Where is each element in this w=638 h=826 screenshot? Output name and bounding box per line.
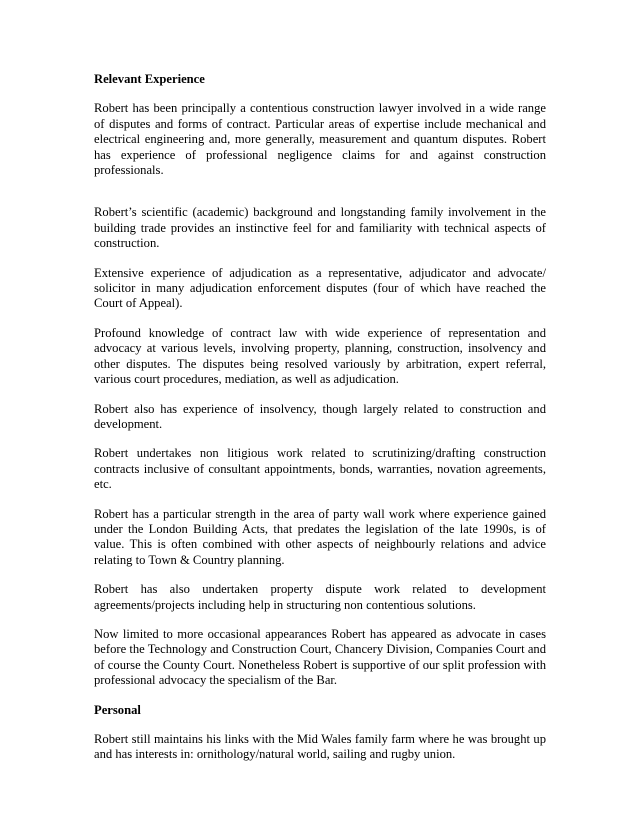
- paragraph-party-wall: Robert has a particular strength in the area of party wall work where experience gained under the London Building Acts, that predates the legislation of the late 1990s, is of value. This is often combined with other aspects of neighbourly relations and advice relating to Town & Country planning.: [94, 506, 546, 567]
- paragraph-non-litigious-work: Robert undertakes non litigious work related to scrutinizing/drafting construction contracts inclusive of consultant appointments, bonds, warranties, novation agreements, etc.: [94, 446, 546, 492]
- paragraph-insolvency: Robert also has experience of insolvency, though largely related to construction and development.: [94, 401, 546, 431]
- section-heading-relevant-experience: Relevant Experience: [94, 72, 205, 86]
- paragraph-adjudication: Extensive experience of adjudication as a representative, adjudicator and advocate/ solicitor in many adjudication enforcement disputes (four of which have reached the Court of Appeal).: [94, 265, 546, 311]
- paragraph-personal-interests: Robert still maintains his links with the Mid Wales family farm where he was brought up and has interests in: ornithology/natural world, sailing and rugby union.: [94, 732, 546, 762]
- paragraph-advocacy: Now limited to more occasional appearances Robert has appeared as advocate in cases before the Technology and Construction Court, Chancery Division, Companies Court and of course the County Court. Nonetheless Robert is supportive of our split profession with professional advocacy the specialism of the Bar.: [94, 626, 546, 688]
- section-heading-personal: Personal: [94, 702, 141, 717]
- document-page: [94, 72, 546, 777]
- paragraph-contentious-construction: Robert has been principally a contentious construction lawyer involved in a wide range of disputes and forms of contract. Particular areas of expertise include mechanical and electrical engineering and, more generally, measurement and quantum disputes. Robert has experience of professional negligence claims for and against construction professionals.: [94, 101, 546, 178]
- paragraph-contract-law: Profound knowledge of contract law with wide experience of representation and advocacy at various levels, involving property, planning, construction, insolvency and other disputes. The disputes being resolved variously by arbitration, expert referral, various court procedures, mediation, as well as adjudication.: [94, 325, 546, 387]
- paragraph-property-dispute: Robert has also undertaken property dispute work related to development agreements/projects including help in structuring non contentious solutions.: [94, 582, 546, 612]
- paragraph-scientific-background: Robert’s scientific (academic) background and longstanding family involvement in the building trade provides an instinctive feel for and familiarity with technical aspects of construction.: [94, 205, 546, 251]
